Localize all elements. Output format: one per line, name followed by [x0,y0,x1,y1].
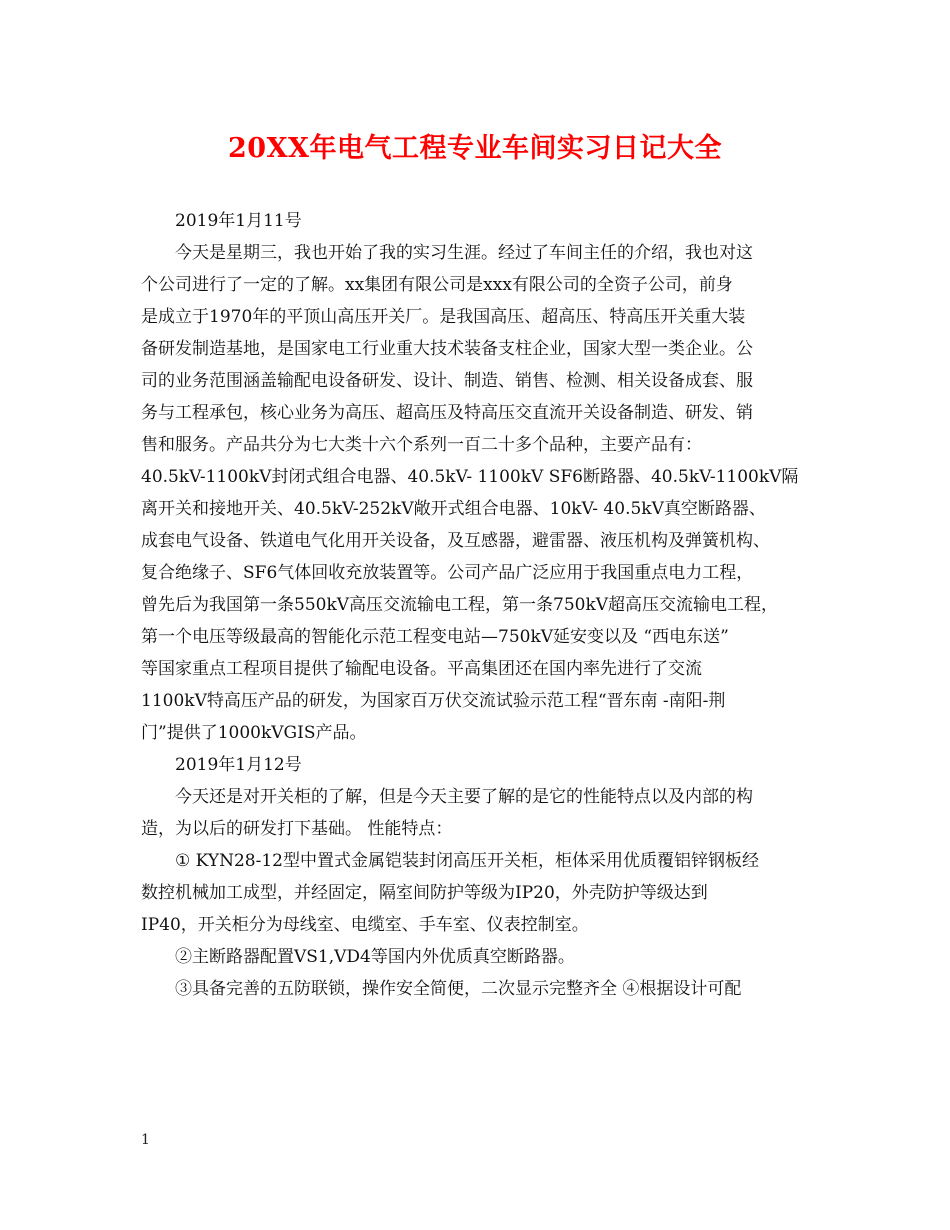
paragraph-line: ① KYN28-12型中置式金属铠装封闭高压开关柜，柜体采用优质覆铝锌钢板经 [175,851,759,871]
paragraph-line: ②主断路器配置VS1,VD4等国内外优质真空断路器。 [175,947,575,967]
paragraph-line: ③具备完善的五防联锁，操作安全简便，二次显示完整齐全 ④根据设计可配 [175,979,742,999]
paragraph-line: 等国家重点工程项目提供了输配电设备。平高集团还在国内率先进行了交流 [141,659,702,679]
diary-date-line: 2019年1月11号 [175,211,302,231]
diary-date-line: 2019年1月12号 [175,755,302,775]
paragraph-line: 造，为以后的研发打下基础。 性能特点： [141,819,453,839]
paragraph-line: 是成立于1970年的平顶山高压开关厂。是我国高压、超高压、特高压开关重大装 [141,307,746,327]
paragraph-line: IP40，开关柜分为母线室、电缆室、手车室、仪表控制室。 [141,915,589,935]
document-title: 20XX年电气工程专业车间实习日记大全 [228,133,722,164]
paragraph-line: 今天还是对开关柜的了解，但是今天主要了解的是它的性能特点以及内部的构 [175,787,753,807]
paragraph-line: 曾先后为我国第一条550kV高压交流输电工程，第一条750kV超高压交流输电工程， [141,595,779,615]
page-number: 1 [141,1132,150,1148]
paragraph-line: 复合绝缘子、SF6气体回收充放装置等。公司产品广泛应用于我国重点电力工程， [141,563,754,583]
paragraph-line: 数控机械加工成型，并经固定，隔室间防护等级为IP20，外壳防护等级达到 [141,883,708,903]
paragraph-line: 1100kV特高压产品的研发，为国家百万伏交流试验示范工程“晋东南 -南阳-荆 [141,691,726,711]
paragraph-line: 离开关和接地开关、40.5kV-252kV敞开式组合电器、10kV- 40.5kV真空断路器、 [141,499,766,519]
paragraph-line: 司的业务范围涵盖输配电设备研发、设计、制造、销售、检测、相关设备成套、服 [141,371,753,391]
paragraph-line: 售和服务。产品共分为七大类十六个系列一百二十多个品种，主要产品有： [141,435,702,455]
paragraph-line: 务与工程承包，核心业务为高压、超高压及特高压交直流开关设备制造、研发、销 [141,403,753,423]
paragraph-line: 门”提供了1000kVGIS产品。 [141,723,367,743]
document-body [141,205,816,1005]
paragraph-line: 今天是星期三，我也开始了我的实习生涯。经过了车间主任的介绍，我也对这 [175,243,753,263]
paragraph-line: 备研发制造基地，是国家电工行业重大技术装备支柱企业，国家大型一类企业。公 [141,339,753,359]
paragraph-line: 第一个电压等级最高的智能化示范工程变电站—750kV延安变以及 “西电东送” [141,627,729,647]
paragraph-line: 40.5kV-1100kV封闭式组合电器、40.5kV- 1100kV SF6断路器、40.5kV-1100kV隔 [141,467,799,487]
paragraph-line: 个公司进行了一定的了解。xx集团有限公司是xxx有限公司的全资子公司，前身 [141,275,733,295]
paragraph-line: 成套电气设备、铁道电气化用开关设备，及互感器，避雷器、液压机构及弹簧机构、 [141,531,770,551]
